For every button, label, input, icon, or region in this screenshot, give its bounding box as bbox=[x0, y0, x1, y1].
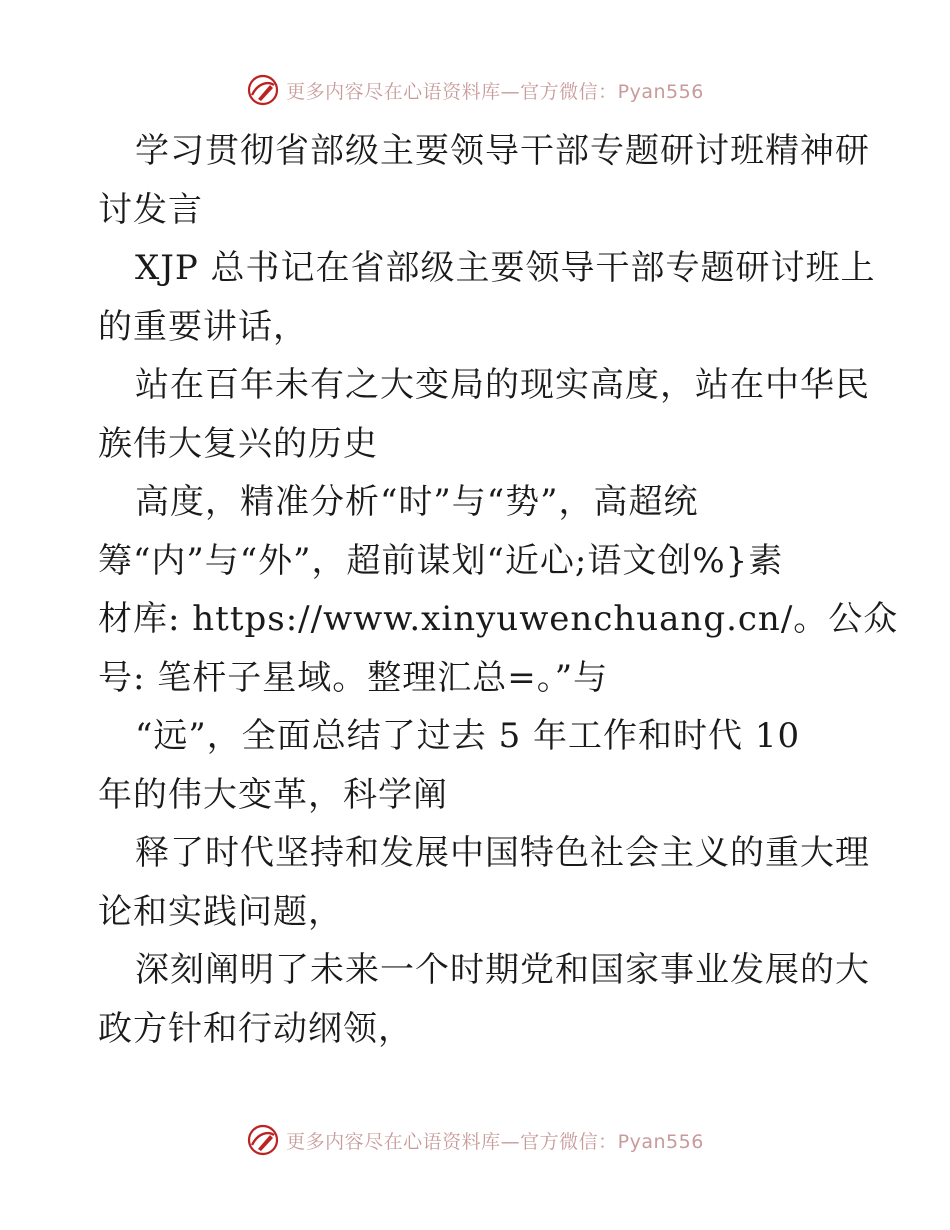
text-line: “远”，全面总结了过去 5 年工作和时代 10 bbox=[135, 716, 801, 756]
watermark-text: 更多内容尽在心语资料库—官方微信：Pyan556 bbox=[286, 80, 704, 103]
header-watermark bbox=[0, 70, 950, 110]
text-line: 年的伟大变革，科学阐 bbox=[98, 774, 448, 815]
text-line: 的重要讲话， bbox=[98, 306, 308, 347]
text-line: 讨发言 bbox=[98, 189, 203, 230]
text-line: 论和实践问题， bbox=[98, 891, 343, 932]
watermark-text: 更多内容尽在心语资料库—官方微信：Pyan556 bbox=[286, 1130, 704, 1153]
red-pen-swirl-logo-icon bbox=[246, 73, 280, 107]
paragraph-title bbox=[98, 122, 870, 239]
text-line: 学习贯彻省部级主要领导干部专题研讨班精神研 bbox=[135, 131, 870, 171]
paragraph-3 bbox=[98, 473, 899, 707]
paragraph-5 bbox=[98, 824, 870, 941]
text-line: 号: 笔杆子星域。整理汇总=。”与 bbox=[98, 657, 609, 698]
text-line: 族伟大复兴的历史 bbox=[98, 423, 378, 464]
red-pen-swirl-logo-icon bbox=[246, 1123, 280, 1157]
text-line: 站在百年未有之大变局的现实高度，站在中华民 bbox=[135, 365, 870, 405]
text-line: 深刻阐明了未来一个时期党和国家事业发展的大 bbox=[135, 950, 870, 990]
document-body bbox=[98, 122, 899, 1058]
text-line: 材库: https://www.xinyuwenchuang.cn/。公众 bbox=[98, 599, 899, 639]
text-line: 政方针和行动纲领， bbox=[98, 1008, 413, 1049]
paragraph-2 bbox=[98, 356, 870, 473]
text-line: XJP 总书记在省部级主要领导干部专题研讨班上 bbox=[135, 248, 876, 288]
paragraph-6 bbox=[98, 941, 870, 1058]
text-line: 筹“内”与“外”，超前谋划“近心;语文创%}素 bbox=[98, 540, 784, 581]
footer-watermark bbox=[0, 1120, 950, 1160]
paragraph-1 bbox=[98, 239, 876, 356]
paragraph-4 bbox=[98, 707, 858, 824]
text-line: 释了时代坚持和发展中国特色社会主义的重大理 bbox=[135, 833, 870, 873]
text-line: 高度，精准分析“时”与“势”，高超统 bbox=[135, 482, 699, 522]
